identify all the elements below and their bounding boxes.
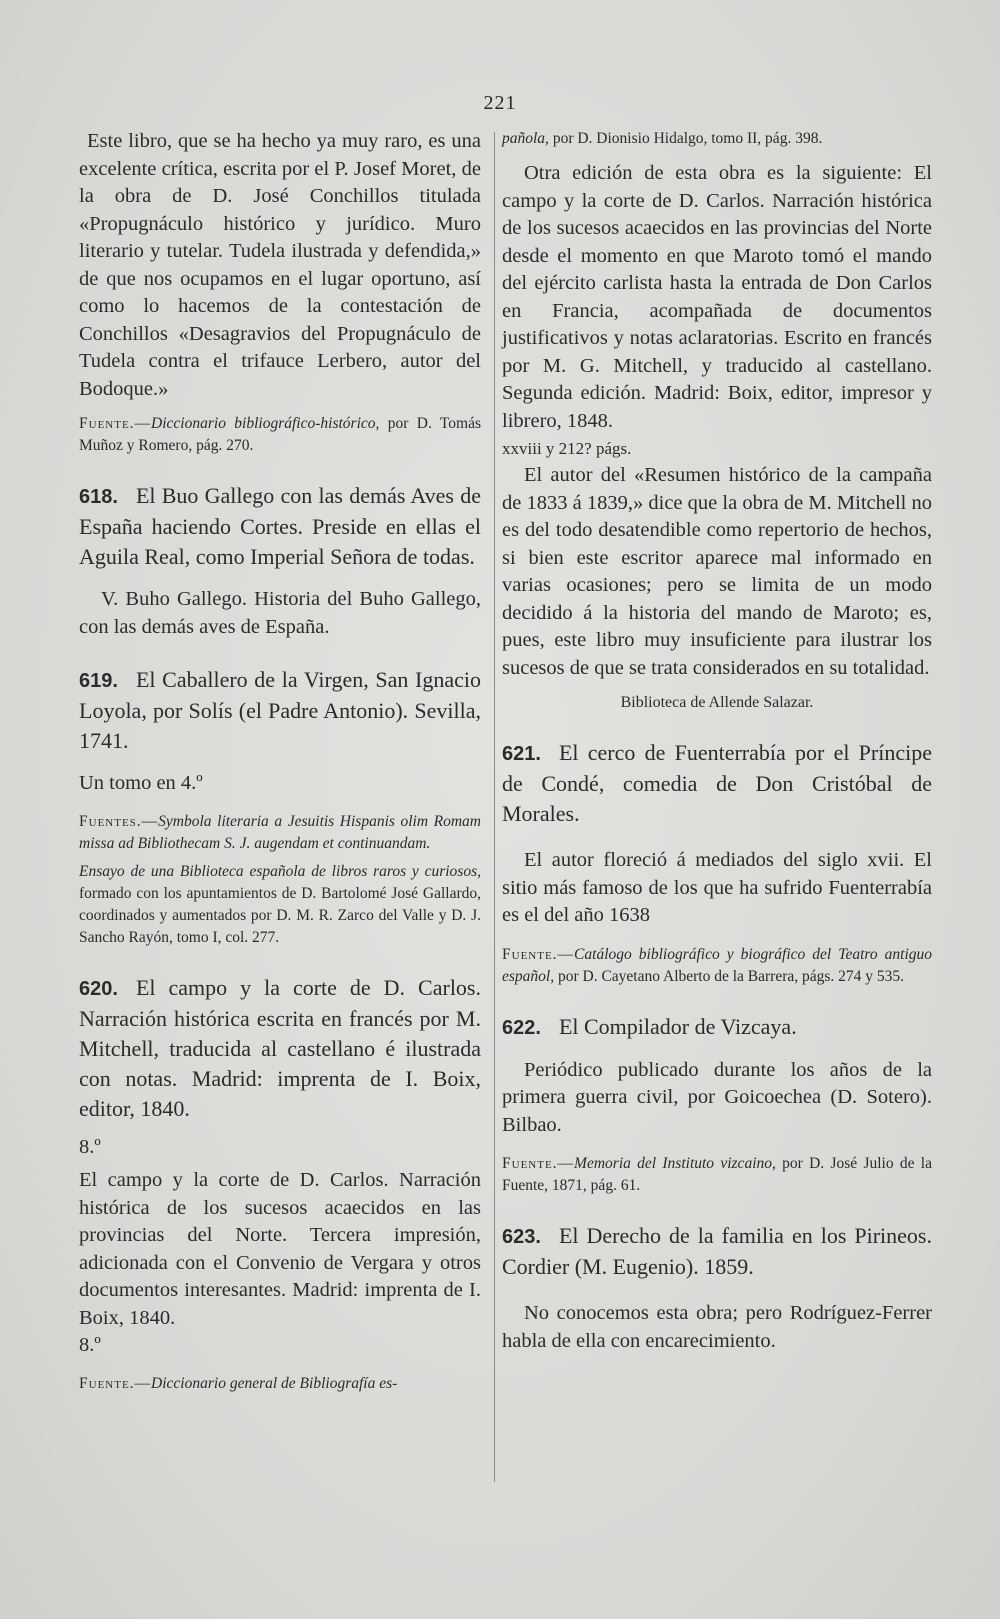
column-divider xyxy=(494,132,495,1482)
entry-number: 622. xyxy=(502,1016,541,1039)
entry-620-format-1: 8.º xyxy=(79,1136,101,1158)
entry-title: El Derecho de la familia en los Pirineos. Cordier (M. Eugenio). 1859. xyxy=(502,1223,932,1279)
entry-title: El cerco de Fuenterrabía por el Príncipe de Condé, comedia de Don Cristóbal de Morales. xyxy=(502,740,932,826)
author-note: El autor del «Resumen histórico de la campaña de 1833 á 1839,» dice que la obra de M. Mitchell no es del todo desatendible como repertorio de hechos, si bien este escritor aparece mal informado en varias ocasiones; pero se limita de un modo decidido á la historia del mando de Maroto; es, pues, este libro muy insuficiente para ilustrar los sucesos de que se trata considerados en su totalidad. xyxy=(502,464,932,679)
page-number: 221 xyxy=(483,92,517,114)
entry-621 xyxy=(502,738,932,829)
intro-paragraph: Este libro, que se ha hecho ya muy raro, es una excelente crítica, escrita por el P. Josef Moret, de la obra de D. José Conchillos titulada «Propugnáculo histórico y jurídico. Muro literario y tutelar. Tudela ilustrada y defendida,» de que nos ocupamos en el lugar oportuno, así como lo hacemos de la contestación de Conchillos «Desagravios del Propugnáculo de Tudela contra el trifauce Lerbero, autor del Bodoque.» xyxy=(79,130,481,400)
entry-title: El Caballero de la Virgen, San Ignacio Loyola, por Solís (el Padre Antonio). Sevilla, 1741. xyxy=(79,667,481,753)
entry-620-source xyxy=(79,1373,481,1395)
entry-619-format: Un tomo en 4.º xyxy=(79,772,203,794)
entry-623-note: No conocemos esta obra; pero Rodríguez-Ferrer habla de ella con encarecimiento. xyxy=(502,1302,932,1352)
entry-619 xyxy=(79,665,481,756)
entry-number: 623. xyxy=(502,1226,541,1248)
entry-title: El Buo Gallego con las demás Aves de España haciendo Cortes. Preside en ellas el Aguila Real, como Imperial Señora de todas. xyxy=(79,483,481,569)
entry-number: 619. xyxy=(79,670,118,692)
source-title: Ensayo de una Biblioteca española de libros raros y curiosos, xyxy=(79,863,481,880)
source-rest: por D. Cayetano Alberto de la Barrera, págs. 274 y 535. xyxy=(554,967,905,985)
source-title: Symbola literaria a Jesuitis Hispanis olim Romam missa ad Bibliothecam S. J. augendam et continuandam. xyxy=(79,813,481,852)
source-label: Fuentes.— xyxy=(79,813,159,830)
library-note: Biblioteca de Allende Salazar. xyxy=(620,694,814,711)
source-rest: por D. Tomás Muñoz y Romero, pág. 270. xyxy=(79,415,482,454)
source-title: Memoria del Instituto vizcaino, xyxy=(574,1155,776,1172)
entry-621-source xyxy=(502,944,932,988)
right-column xyxy=(502,128,932,1355)
source-title: Catálogo bibliográfico y biográfico del Teatro antiguo español, xyxy=(502,945,932,985)
entry-620-format-2: 8.º xyxy=(79,1334,101,1356)
entry-622-source xyxy=(502,1153,932,1197)
entry-618 xyxy=(79,481,481,572)
entry-number: 621. xyxy=(502,743,541,765)
source-title: pañola, xyxy=(502,130,549,147)
continued-source xyxy=(502,128,932,150)
source-title: Diccionario bibliográfico-histórico, xyxy=(151,415,380,432)
source-rest: por D. Dionisio Hidalgo, tomo II, pág. 398. xyxy=(548,130,823,147)
entry-620-edition: El campo y la corte de D. Carlos. Narración histórica de los sucesos acaecidos en las provincias del Norte. Tercera impresión, adicionada con el Convenio de Vergara y otros documentos interesantes. Madrid: imprenta de I. Boix, 1840. xyxy=(79,1169,481,1329)
source-rest: por D. José Julio de la Fuente, 1871, pág. 61. xyxy=(502,1155,932,1194)
entry-title: El campo y la corte de D. Carlos. Narración histórica escrita en francés por M. Mitchell, traducida al castellano é ilustrada con notas. Madrid: imprenta de I. Boix, editor, 1840. xyxy=(79,975,481,1121)
entry-622 xyxy=(502,1012,932,1043)
entry-620 xyxy=(79,973,481,1124)
source-rest: formado con los apuntamientos de D. Bartolomé José Gallardo, coordinados y aumentados por D. M. R. Zarco del Valle y D. J. Sancho Rayón, tomo I, col. 277. xyxy=(79,885,481,946)
entry-622-note: Periódico publicado durante los años de la primera guerra civil, por Goicoechea (D. Sotero). Bilbao. xyxy=(502,1058,932,1136)
entry-621-note: El autor floreció á mediados del siglo xvii. El sitio más famoso de los que ha sufrido Fuenterrabía es el del año 1638 xyxy=(502,849,932,926)
entry-619-source-2 xyxy=(79,861,481,949)
entry-619-source xyxy=(79,811,481,855)
source-title: Diccionario general de Bibliografía es- xyxy=(151,1375,398,1392)
entry-623 xyxy=(502,1221,932,1282)
pages-count: xxviii y 212? págs. xyxy=(502,439,632,458)
intro-source xyxy=(79,413,481,457)
source-label: Fuente.— xyxy=(502,1155,575,1172)
source-label: Fuente.— xyxy=(79,1375,152,1392)
left-column xyxy=(79,128,481,1395)
entry-number: 618. xyxy=(79,486,118,508)
source-label: Fuente.— xyxy=(79,415,152,432)
entry-number: 620. xyxy=(79,978,118,1000)
other-edition: Otra edición de esta obra es la siguiente: El campo y la corte de D. Carlos. Narración histórica de los sucesos acaecidos en las provincias del Norte desde el momento en que Maroto tomó el mando del ejército carlista hasta la entrada de Don Carlos en Francia, acompañada de documentos justificativos y notas aclaratorias. Escrito en francés por M. G. Mitchell, y traducido al castellano. Segunda edición. Madrid: Boix, editor, impresor y librero, 1848. xyxy=(502,162,932,432)
source-label: Fuente.— xyxy=(502,945,575,963)
entry-618-note: V. Buho Gallego. Historia del Buho Gallego, con las demás aves de España. xyxy=(79,588,481,638)
entry-title: El Compilador de Vizcaya. xyxy=(558,1013,797,1039)
